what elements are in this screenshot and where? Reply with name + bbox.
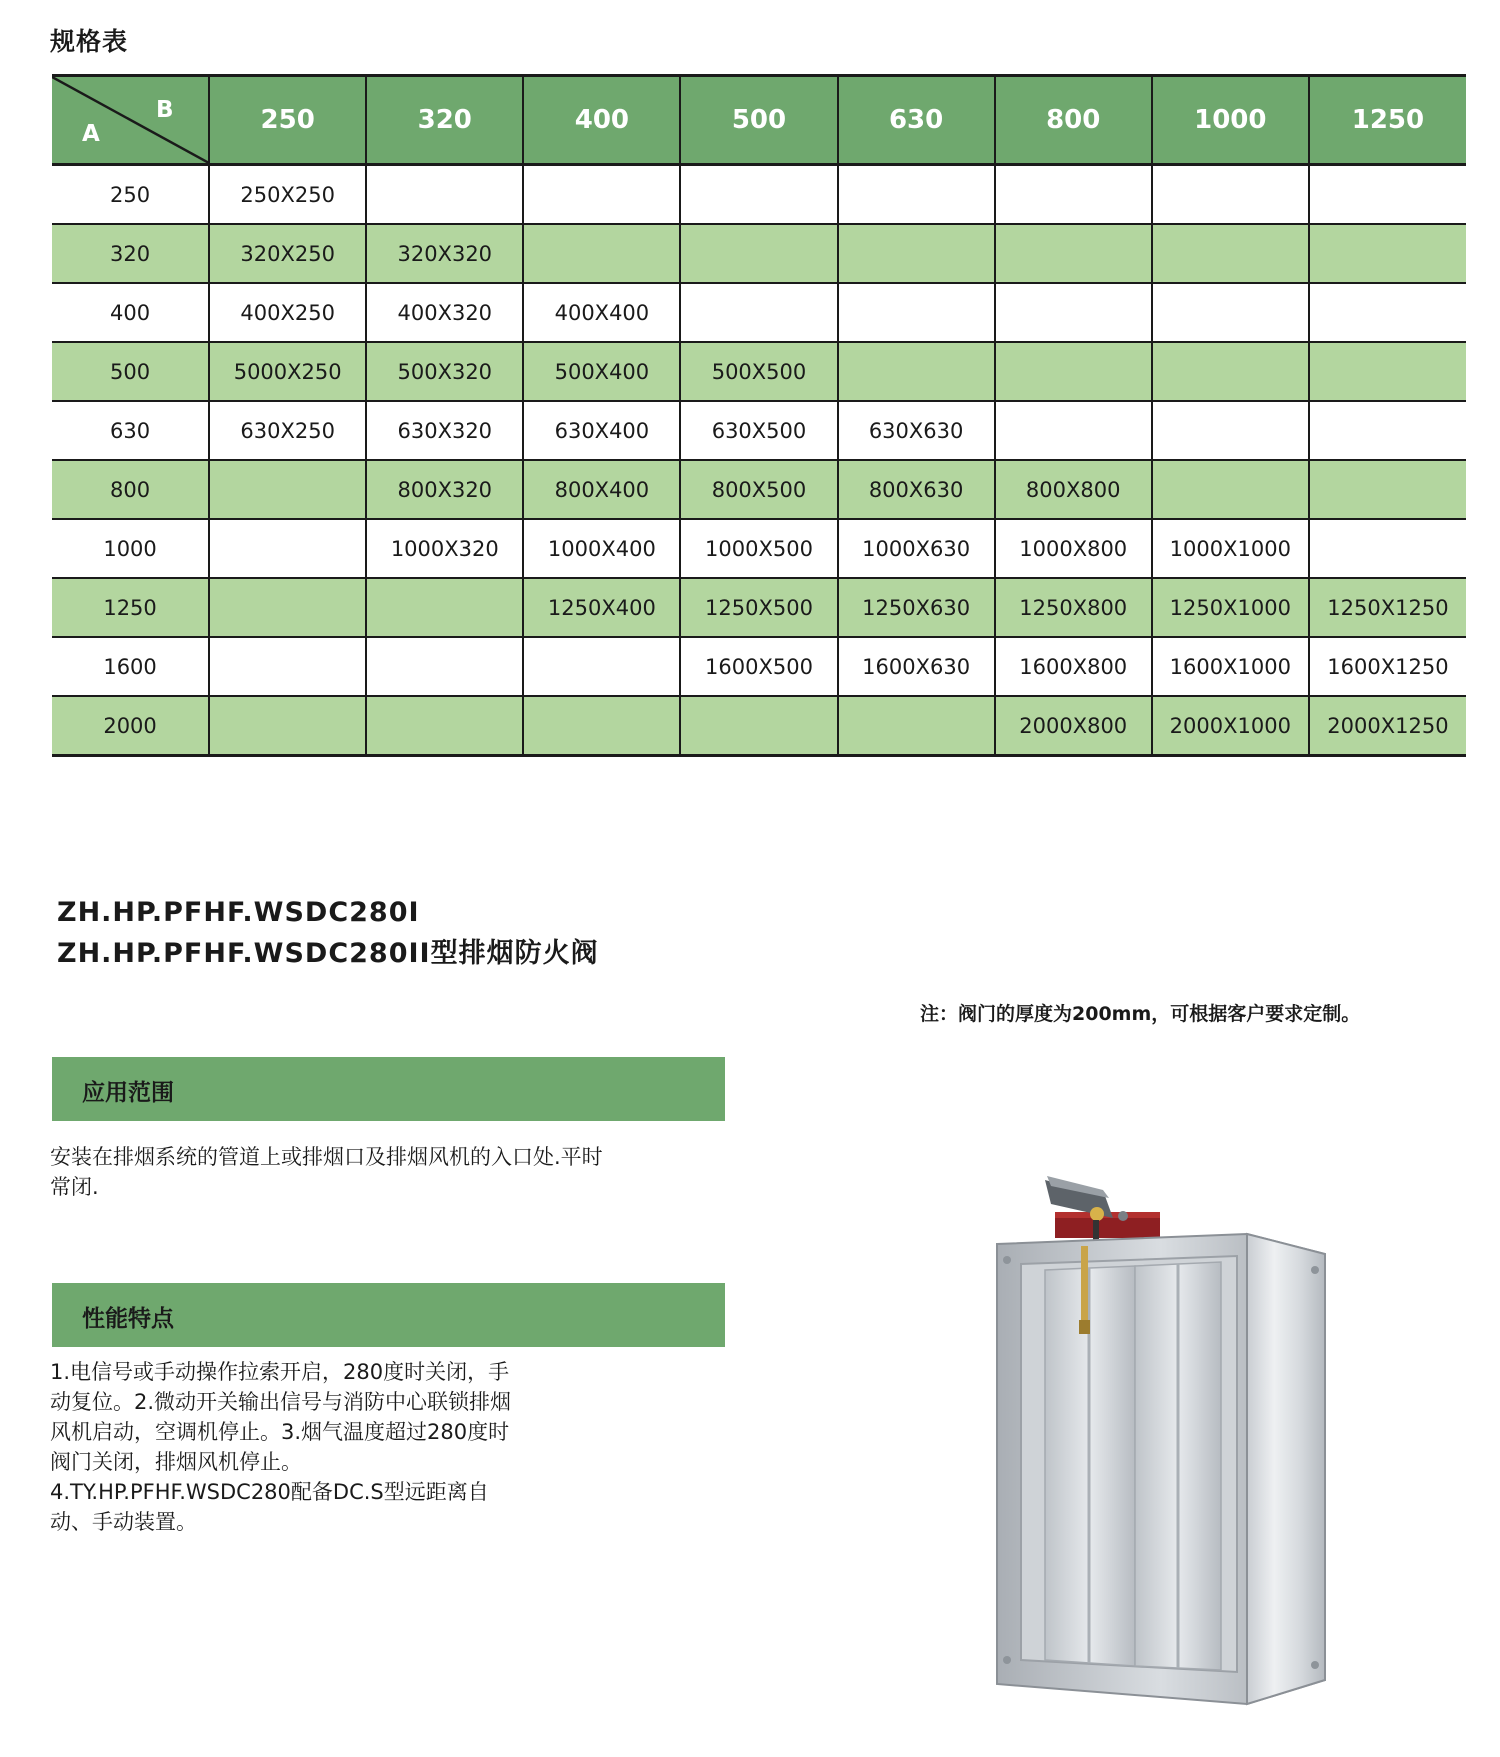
spec-row — [52, 165, 1466, 225]
size-cell: 630X400 — [523, 401, 680, 460]
size-cell: 800X630 — [838, 460, 995, 519]
row-header: 250 — [52, 165, 209, 225]
size-cell — [523, 224, 680, 283]
size-cell: 400X400 — [523, 283, 680, 342]
row-header: 400 — [52, 283, 209, 342]
size-cell — [1152, 283, 1309, 342]
spec-corner-cell — [52, 76, 209, 165]
size-cell — [523, 637, 680, 696]
size-cell: 2000X1250 — [1309, 696, 1466, 756]
size-cell — [209, 696, 366, 756]
size-cell — [838, 342, 995, 401]
size-cell: 1600X1250 — [1309, 637, 1466, 696]
row-header: 320 — [52, 224, 209, 283]
features-text — [50, 1357, 590, 1537]
size-cell: 1250X1250 — [1309, 578, 1466, 637]
size-cell: 630X320 — [366, 401, 523, 460]
size-cell: 800X320 — [366, 460, 523, 519]
size-cell: 1000X630 — [838, 519, 995, 578]
size-cell: 1000X1000 — [1152, 519, 1309, 578]
size-cell: 400X320 — [366, 283, 523, 342]
spec-table — [52, 74, 1466, 757]
size-cell: 1250X800 — [995, 578, 1152, 637]
fire-damper-illustration — [985, 1160, 1365, 1720]
size-cell — [838, 696, 995, 756]
size-cell — [209, 578, 366, 637]
size-cell — [995, 165, 1152, 225]
size-cell: 320X320 — [366, 224, 523, 283]
size-cell: 800X400 — [523, 460, 680, 519]
size-cell — [1152, 342, 1309, 401]
features-section-header — [52, 1283, 725, 1347]
size-cell: 1000X500 — [680, 519, 837, 578]
damper-frame — [997, 1234, 1325, 1704]
product-model-line-1: ZH.HP.PFHF.WSDC280I — [57, 897, 420, 928]
row-header: 1250 — [52, 578, 209, 637]
size-cell — [995, 401, 1152, 460]
size-cell — [1152, 224, 1309, 283]
size-cell: 2000X1000 — [1152, 696, 1309, 756]
col-header: 630 — [838, 76, 995, 165]
features-line: 动、手动装置。 — [50, 1510, 197, 1534]
size-cell: 5000X250 — [209, 342, 366, 401]
size-cell — [1309, 165, 1466, 225]
size-cell — [1309, 460, 1466, 519]
col-header: 1000 — [1152, 76, 1309, 165]
product-model-line-2: ZH.HP.PFHF.WSDC280II型排烟防火阀 — [57, 938, 599, 969]
col-header: 1250 — [1309, 76, 1466, 165]
size-cell: 400X250 — [209, 283, 366, 342]
application-text: 安装在排烟系统的管道上或排烟口及排烟风机的入口处.平时常闭. — [50, 1145, 603, 1199]
size-cell — [1309, 283, 1466, 342]
spec-row — [52, 401, 1466, 460]
size-cell — [366, 165, 523, 225]
spec-table-body — [52, 165, 1466, 756]
corner-label-a: A — [82, 121, 100, 147]
row-header: 1000 — [52, 519, 209, 578]
features-line: 阀门关闭，排烟风机停止。 — [50, 1450, 302, 1474]
application-section-title: 应用范围 — [82, 1080, 174, 1106]
spec-header-row — [52, 76, 1466, 165]
size-cell — [1309, 401, 1466, 460]
size-cell: 1250X1000 — [1152, 578, 1309, 637]
size-cell: 630X630 — [838, 401, 995, 460]
size-cell: 1000X800 — [995, 519, 1152, 578]
col-header: 800 — [995, 76, 1152, 165]
size-cell: 1600X1000 — [1152, 637, 1309, 696]
size-cell: 1250X630 — [838, 578, 995, 637]
size-cell — [523, 696, 680, 756]
size-cell — [209, 519, 366, 578]
row-header: 500 — [52, 342, 209, 401]
size-cell — [366, 696, 523, 756]
size-cell — [680, 165, 837, 225]
corner-label-b: B — [156, 97, 174, 123]
size-cell: 1600X500 — [680, 637, 837, 696]
size-cell — [680, 224, 837, 283]
size-cell — [1309, 342, 1466, 401]
application-section-header — [52, 1057, 725, 1121]
size-cell: 1000X400 — [523, 519, 680, 578]
row-header: 2000 — [52, 696, 209, 756]
size-cell: 1600X800 — [995, 637, 1152, 696]
spec-row — [52, 460, 1466, 519]
spec-table-title: 规格表 — [50, 27, 129, 56]
features-section-title: 性能特点 — [82, 1306, 174, 1332]
features-line: 4.TY.HP.PFHF.WSDC280配备DC.S型远距离自 — [50, 1480, 489, 1504]
size-cell: 630X250 — [209, 401, 366, 460]
size-cell: 250X250 — [209, 165, 366, 225]
size-cell — [838, 165, 995, 225]
row-header: 800 — [52, 460, 209, 519]
size-cell — [680, 696, 837, 756]
spec-row — [52, 696, 1466, 756]
size-cell — [1152, 165, 1309, 225]
spec-row — [52, 224, 1466, 283]
size-cell — [523, 165, 680, 225]
size-cell: 800X500 — [680, 460, 837, 519]
spec-row — [52, 342, 1466, 401]
col-header: 250 — [209, 76, 366, 165]
size-cell: 1250X500 — [680, 578, 837, 637]
col-header: 320 — [366, 76, 523, 165]
features-line: 风机启动，空调机停止。3.烟气温度超过280度时 — [50, 1420, 510, 1444]
size-cell: 2000X800 — [995, 696, 1152, 756]
size-cell: 500X500 — [680, 342, 837, 401]
size-cell: 630X500 — [680, 401, 837, 460]
row-header: 1600 — [52, 637, 209, 696]
size-cell: 500X320 — [366, 342, 523, 401]
diagonal-divider — [52, 77, 209, 163]
col-header: 500 — [680, 76, 837, 165]
size-cell — [995, 224, 1152, 283]
size-cell — [995, 342, 1152, 401]
size-cell: 1000X320 — [366, 519, 523, 578]
size-cell — [1152, 401, 1309, 460]
size-cell — [838, 283, 995, 342]
spec-row — [52, 637, 1466, 696]
size-cell — [209, 460, 366, 519]
features-line: 动复位。2.微动开关输出信号与消防中心联锁排烟 — [50, 1390, 512, 1414]
actuator-mechanism — [1045, 1176, 1160, 1242]
size-cell — [995, 283, 1152, 342]
row-header: 630 — [52, 401, 209, 460]
spec-row — [52, 578, 1466, 637]
size-cell — [209, 637, 366, 696]
size-cell: 1250X400 — [523, 578, 680, 637]
size-cell: 320X250 — [209, 224, 366, 283]
col-header: 400 — [523, 76, 680, 165]
size-cell — [680, 283, 837, 342]
features-line: 1.电信号或手动操作拉索开启，280度时关闭，手 — [50, 1360, 510, 1384]
size-cell — [366, 578, 523, 637]
spec-row — [52, 283, 1466, 342]
spec-row — [52, 519, 1466, 578]
size-cell — [1152, 460, 1309, 519]
size-cell — [366, 637, 523, 696]
size-cell: 500X400 — [523, 342, 680, 401]
size-cell: 800X800 — [995, 460, 1152, 519]
size-cell: 1600X630 — [838, 637, 995, 696]
size-cell — [1309, 224, 1466, 283]
thickness-note: 注：阀门的厚度为200mm，可根据客户要求定制。 — [920, 1003, 1361, 1025]
size-cell — [838, 224, 995, 283]
size-cell — [1309, 519, 1466, 578]
